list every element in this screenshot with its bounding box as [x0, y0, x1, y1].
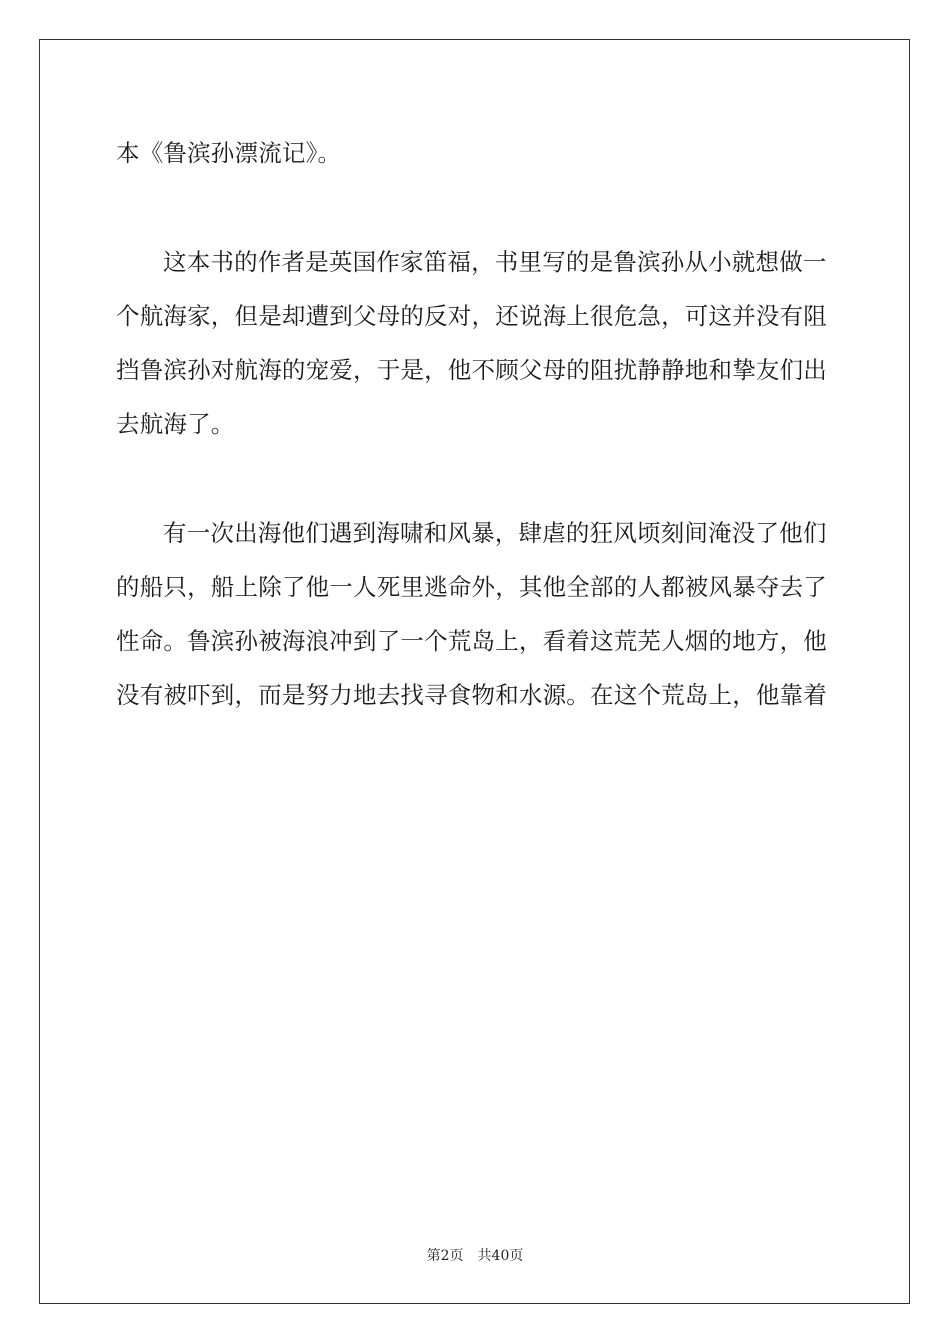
page-total: 共40页: [477, 1248, 524, 1264]
text-line: 这本书的作者是英国作家笛福，书里写的是鲁滨孙从小就想做一: [163, 248, 827, 276]
text-line: 去航海了。: [116, 410, 235, 438]
paragraph-gap: [116, 451, 834, 506]
paragraph: [116, 126, 834, 180]
paragraph-gap: [116, 180, 834, 235]
text-line: 没有被吓到，而是努力地去找寻食物和水源。在这个荒岛上，他靠着: [116, 681, 827, 709]
text-line: 有一次出海他们遇到海啸和风暴，肆虐的狂风顷刻间淹没了他们: [163, 519, 827, 547]
page-number: 第2页: [426, 1248, 464, 1264]
document-body: [116, 126, 834, 722]
page-footer: [0, 1246, 950, 1266]
text-line: 本《鲁滨孙漂流记》。: [116, 139, 342, 167]
text-line: 性命。鲁滨孙被海浪冲到了一个荒岛上，看着这荒芜人烟的地方，他: [116, 627, 827, 655]
text-line: 的船只，船上除了他一人死里逃命外，其他全部的人都被风暴夺去了: [116, 573, 827, 601]
paragraph: [116, 235, 834, 451]
paragraph: [116, 506, 834, 722]
text-line: 个航海家，但是却遭到父母的反对，还说海上很危急，可这并没有阻: [116, 302, 827, 330]
text-line: 挡鲁滨孙对航海的宠爱，于是，他不顾父母的阻扰静静地和挚友们出: [116, 356, 827, 384]
